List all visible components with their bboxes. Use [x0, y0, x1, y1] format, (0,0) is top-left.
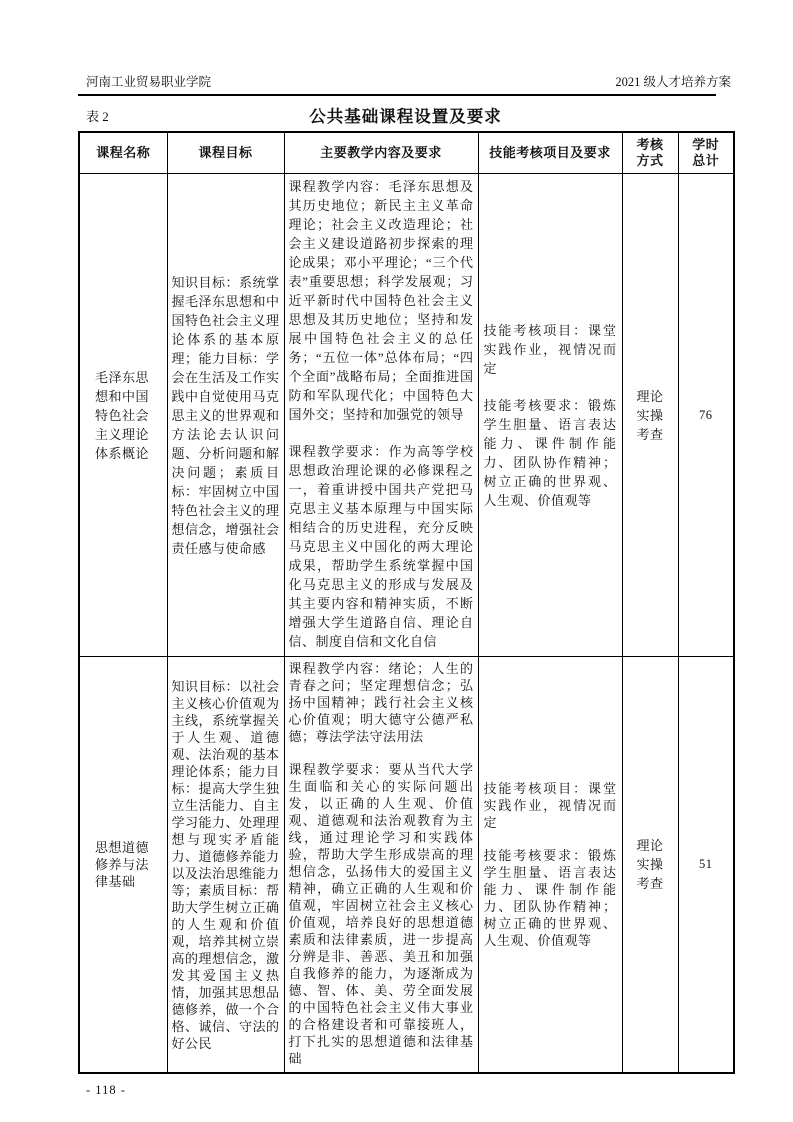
table-caption-row [78, 103, 733, 127]
col-header-course-name: 课程名称 [79, 132, 167, 174]
table-label: 表 2 [86, 109, 109, 124]
header-divider [78, 94, 716, 96]
content-paragraph: 课程教学内容：毛泽东思想及其历史地位；新民主主义革命理论；社会主义改造理论；社会主义建设道路初步探索的理论成果；邓小平理论；“三个代表”重要思想；科学发展观；习近平新时代中国特色社会主义思想及其历史地位；坚持和发展中国特色社会主义的总任务；“五位一体”总体布局；“四个全面”战略布局；全面推进国防和军队现代化；中国特色大国外交；坚持和加强党的领导 [288, 179, 474, 422]
content-paragraph: 课程教学内容：绪论；人生的青春之问；坚定理想信念；弘扬中国精神；践行社会主义核心价值观；明大德守公德严私德；尊法学法守法用法 [288, 661, 474, 744]
method-cell: 理论实操考查 [622, 657, 678, 1074]
header-school-name: 河南工业贸易职业学院 [86, 75, 212, 89]
skill-paragraph: 技能考核要求：锻炼学生胆量、语言表达能力、课件制作能力、团队协作精神；树立正确的世界观、人生观、价值观等 [483, 848, 617, 948]
running-header [78, 74, 733, 90]
course-table [78, 131, 735, 1074]
objectives-cell: 知识目标：以社会主义核心价值观为主线，系统掌握关于人生观、道德观、法治观的基本理论体系；能力目标：提高大学生独立生活能力、自主学习能力、处理理想与现实矛盾能力、道德修养能力以及法治思维能力等；素质目标：帮助大学生树立正确的人生观和价值观，培养其树立崇高的理想信念，激发其爱国主义热情，加强其思想品德修养，做一个合格、诚信、守法的好公民 [167, 657, 284, 1074]
table-row-maogai [79, 174, 734, 657]
content-paragraph: 课程教学要求：要从当代大学生面临和关心的实际问题出发，以正确的人生观、价值观、道德观和法治观教育为主线，通过理论学习和实践体验，帮助大学生形成崇高的理想信念，弘扬伟大的爱国主义精神，确立正确的人生观和价值观，牢固树立社会主义核心价值观，培养良好的思想道德素质和法律素质，进一步提高分辨是非、善恶、美丑和加强自我修养的能力，为逐渐成为德、智、体、美、劳全面发展的中国特色社会主义伟大事业的合格建设者和可靠接班人，打下扎实的思想道德和法律基础 [288, 762, 474, 1066]
skill-assessment-cell [478, 174, 622, 657]
col-header-skill-assessment: 技能考核项目及要求 [478, 132, 622, 174]
col-header-method: 考核方式 [622, 132, 678, 174]
skill-paragraph: 技能考核项目：课堂实践作业，视情况而定 [483, 781, 617, 830]
skill-paragraph: 技能考核项目：课堂实践作业，视情况而定 [483, 322, 617, 376]
table-header-row [79, 132, 734, 174]
method-cell: 理论实操考查 [622, 174, 678, 657]
page-number: - 118 - [86, 1083, 126, 1097]
content-cell [284, 174, 478, 657]
header-plan-name: 2021 级人才培养方案 [615, 75, 731, 89]
objectives-cell: 知识目标：系统掌握毛泽东思想和中国特色社会主义理论体系的基本原理；能力目标：学会在生活及工作实践中自觉使用马克思主义的世界观和方法论去认识问题、分析问题和解决问题；素质目标：牢固树立中国特色社会主义的理想信念，增强社会责任感与使命感 [167, 174, 284, 657]
col-header-objectives: 课程目标 [167, 132, 284, 174]
skill-paragraph: 技能考核要求：锻炼学生胆量、语言表达能力、课件制作能力、团队协作精神；树立正确的世界观、人生观、价值观等 [483, 397, 617, 508]
hours-cell: 76 [678, 174, 734, 657]
content-paragraph: 课程教学要求：作为高等学校思想政治理论课的必修课程之一，着重讲授中国共产党把马克思主义基本原理与中国实际相结合的历史进程，充分反映马克思主义中国化的两大理论成果，帮助学生系统掌握中国化马克思主义的形成与发展及其主要内容和精神实质，不断增强大学生道路自信、理论自信、制度自信和文化自信 [288, 444, 474, 649]
skill-assessment-cell [478, 657, 622, 1074]
col-header-total-hours: 学时总计 [678, 132, 734, 174]
document-page [78, 74, 733, 1098]
table-title: 公共基础课程设置及要求 [309, 107, 502, 126]
table-row-sixiude [79, 657, 734, 1074]
content-cell [284, 657, 478, 1074]
course-name-cell: 毛泽东思想和中国特色社会主义理论体系概论 [79, 174, 167, 657]
course-name-cell: 思想道德修养与法律基础 [79, 657, 167, 1074]
hours-cell: 51 [678, 657, 734, 1074]
col-header-content: 主要教学内容及要求 [284, 132, 478, 174]
